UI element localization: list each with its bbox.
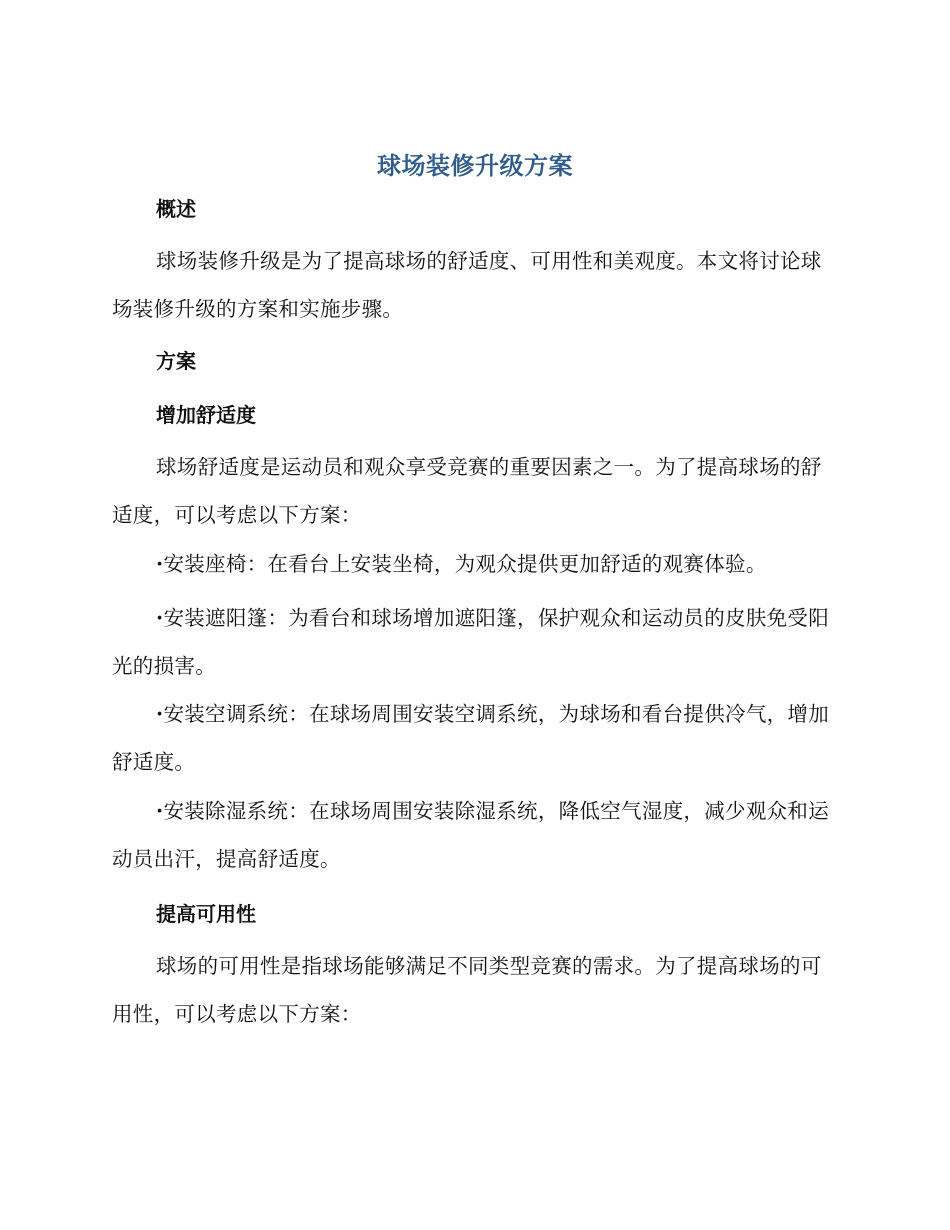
bullet-marker: · xyxy=(156,702,164,726)
bullet-text: 安装遮阳篷：为看台和球场增加遮阳篷，保护观众和运动员的皮肤免受阳光的损害。 xyxy=(112,606,830,678)
section-heading-overview: 概述 xyxy=(156,197,196,221)
bullet-text: 安装座椅：在看台上安装坐椅，为观众提供更加舒适的观赛体验。 xyxy=(163,552,767,576)
bullet-text: 安装除湿系统：在球场周围安装除湿系统，降低空气湿度，减少观众和运动员出汗，提高舒适度。 xyxy=(112,799,830,871)
comfort-bullet-item xyxy=(112,594,832,690)
section-heading-plan: 方案 xyxy=(156,349,196,373)
comfort-bullet-item xyxy=(112,690,832,786)
comfort-bullet-item xyxy=(112,787,832,883)
bullet-marker: · xyxy=(156,552,164,576)
comfort-bullet-item xyxy=(112,540,832,588)
subsection-heading-comfort: 增加舒适度 xyxy=(156,403,256,427)
bullet-text: 安装空调系统：在球场周围安装空调系统，为球场和看台提供冷气，增加舒适度。 xyxy=(112,702,830,774)
overview-paragraph: 球场装修升级是为了提高球场的舒适度、可用性和美观度。本文将讨论球场装修升级的方案和实施步骤。 xyxy=(112,249,822,321)
bullet-marker: · xyxy=(156,606,164,630)
subsection-heading-usability: 提高可用性 xyxy=(156,902,256,926)
usability-intro-paragraph: 球场的可用性是指球场能够满足不同类型竞赛的需求。为了提高球场的可用性，可以考虑以下方案： xyxy=(112,954,822,1026)
bullet-marker: · xyxy=(156,799,164,823)
document-title: 球场装修升级方案 xyxy=(377,152,573,180)
comfort-intro-paragraph: 球场舒适度是运动员和观众享受竞赛的重要因素之一。为了提高球场的舒适度，可以考虑以下方案： xyxy=(112,455,822,527)
